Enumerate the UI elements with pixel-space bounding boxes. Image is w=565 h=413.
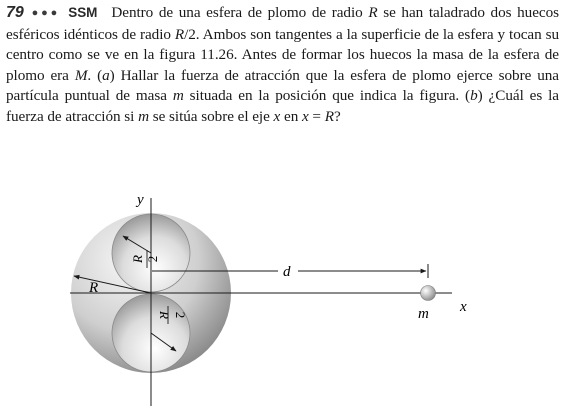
- text-part: R: [174, 25, 185, 43]
- problem-number: 79: [6, 4, 24, 21]
- text-part: se han taladrado dos huecos esféricos idénticos de radio: [6, 4, 559, 43]
- text-part: R: [368, 4, 378, 21]
- ssm-tag: SSM: [68, 5, 98, 20]
- text-part: m: [172, 87, 184, 105]
- text-part: ?: [333, 107, 341, 125]
- text-part: M: [74, 66, 88, 84]
- text-part: se sitúa sobre el eje: [149, 107, 274, 125]
- text-part: =: [308, 107, 325, 125]
- text-part: Dentro de una esfera de plomo de radio: [111, 4, 369, 21]
- text-part: . (: [87, 66, 103, 84]
- text-part: m: [138, 107, 150, 125]
- text-part: ) ¿Cuál es la fuerza de atracción si: [6, 87, 559, 125]
- text-part: x: [273, 107, 281, 125]
- text-part: x: [301, 107, 309, 125]
- point-mass: [421, 286, 436, 301]
- radius-label-R: R: [89, 280, 99, 296]
- half-bottom-numerator: R: [157, 311, 172, 319]
- text-part: ) Hallar la fuerza de atracción que la esfera de plomo ejerce sobre una partícula puntual de masa: [6, 66, 559, 105]
- figure: [0, 180, 565, 408]
- half-top-denominator: 2: [145, 255, 160, 263]
- y-axis-label: y: [137, 192, 144, 208]
- distance-label-d: d: [283, 264, 291, 280]
- half-top-numerator: R: [130, 255, 145, 263]
- mass-label-m: m: [418, 306, 429, 322]
- text-part: /2. Ambos son tangentes a la superficie de la esfera y tocan su centro como se ve en la figura 11.26. Antes de formar los huecos la masa de la esfera de plomo era: [6, 25, 560, 84]
- text-part: situada en la posición que indica la figura. (: [183, 87, 471, 105]
- text-part: a: [102, 66, 110, 84]
- text-part: R: [324, 107, 334, 125]
- half-bottom-denominator: 2: [173, 311, 188, 319]
- text-part: en: [280, 107, 302, 125]
- problem-statement: [6, 3, 559, 128]
- figure-drawing: [0, 180, 565, 408]
- text-part: b: [470, 87, 478, 105]
- difficulty-indicator: ●●●: [29, 7, 61, 19]
- x-axis-label: x: [460, 299, 467, 315]
